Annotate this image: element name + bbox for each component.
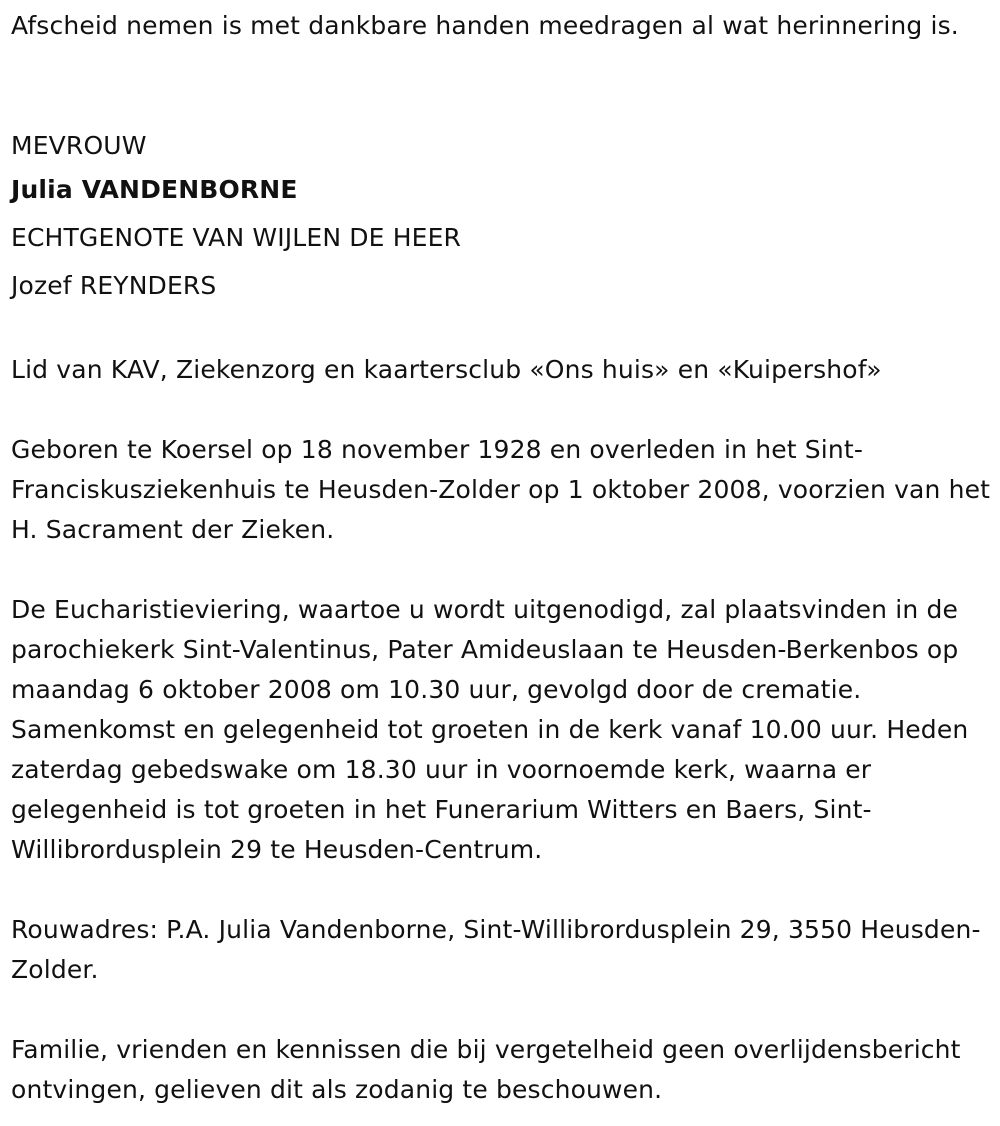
death-notice [11, 6, 991, 1110]
title-line: MEVROUW [11, 131, 147, 160]
mourning-address: Rouwadres: P.A. Julia Vandenborne, Sint-Willibrordusplein 29, 3550 Heusden-Zolder. [11, 915, 981, 984]
motto-text: Afscheid nemen is met dankbare handen meedragen al wat herinnering is. [11, 11, 959, 40]
closing-text: Familie, vrienden en kennissen die bij vergetelheid geen overlijdensbericht ontvingen, gelieven dit als zodanig te beschouwen. [11, 1035, 961, 1104]
spouse-line: ECHTGENOTE VAN WIJLEN DE HEER [11, 223, 462, 252]
deceased-name: Julia VANDENBORNE [11, 175, 298, 204]
membership-text: Lid van KAV, Ziekenzorg en kaartersclub «Ons huis» en «Kuipershof» [11, 355, 882, 384]
birth-death-text: Geboren te Koersel op 18 november 1928 en overleden in het Sint-Franciskusziekenhuis te Heusden-Zolder op 1 oktober 2008, voorzien van het H. Sacrament der Zieken. [11, 435, 991, 544]
ceremony-text: De Eucharistieviering, waartoe u wordt uitgenodigd, zal plaatsvinden in de parochiekerk Sint-Valentinus, Pater Amideuslaan te Heusden-Berkenbos op maandag 6 oktober 2008 om 10.30 uur, gevolgd door de crematie. Samenkomst en gelegenheid tot groeten in de kerk vanaf 10.00 uur. Heden zaterdag gebedswake om 18.30 uur in voornoemde kerk, waarna er gelegenheid is tot groeten in het Funerarium Witters en Baers, Sint-Willibrordusplein 29 te Heusden-Centrum. [11, 595, 969, 864]
spouse-name: Jozef REYNDERS [11, 271, 217, 300]
